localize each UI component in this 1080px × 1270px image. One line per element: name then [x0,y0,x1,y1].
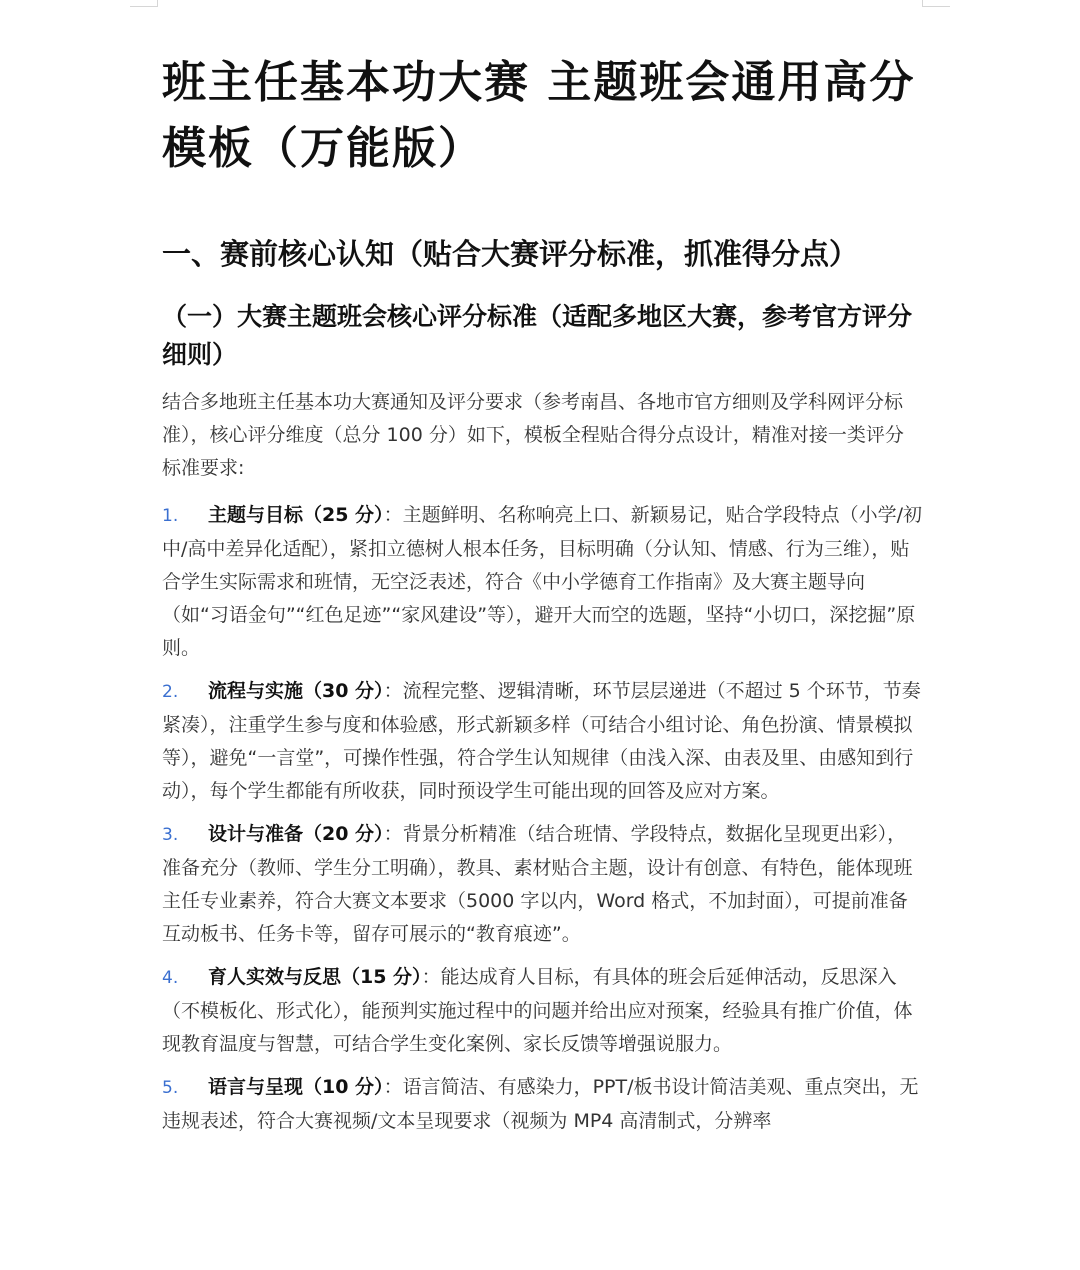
list-item [162,499,922,665]
list-item-text: 流程完整、逻辑清晰，环节层层递进（不超过 5 个环节，节奏紧凑），注重学生参与度和体验感，形式新颖多样（可结合小组讨论、角色扮演、情景模拟等），避免“一言堂”，可操作性强，符合学生认知规律（由浅入深、由表及里、由感知到行动），每个学生都能有所收获，同时预设学生可能出现的回答及应对方案。 [162,680,921,802]
list-item [162,1071,922,1138]
list-item-text: 背景分析精准（结合班情、学段特点，数据化呈现更出彩），准备充分（教师、学生分工明确），教具、素材贴合主题，设计有创意、有特色，能体现班主任专业素养，符合大赛文本要求（5000 字以内，Word 格式，不加封面），可提前准备互动板书、任务卡等，留存可展示的“教育痕迹”。 [162,823,913,945]
section-heading: 一、赛前核心认知（贴合大赛评分标准，抓准得分点） [162,237,859,271]
crop-mark-top-left [130,6,158,7]
list-item [162,961,922,1061]
list-item-separator: ： [383,1076,403,1098]
list-item-text: 语言简洁、有感染力，PPT/板书设计简洁美观、重点突出，无违规表述，符合大赛视频/文本呈现要求（视频为 MP4 高清制式，分辨率 [162,1076,919,1132]
list-item-title: 育人实效与反思（15 分） [208,966,422,988]
document-title: 班主任基本功大赛 主题班会通用高分模板（万能版） [162,57,916,174]
list-item-separator: ： [421,966,441,988]
list-item-title: 流程与实施（30 分） [208,680,384,702]
list-item-title: 设计与准备（20 分） [208,823,384,845]
crop-mark-top-right-vertical [922,0,923,6]
list-item-separator: ： [383,680,403,702]
list-item-number: 3. [162,825,179,845]
list-item-text: 主题鲜明、名称响亮上口、新颖易记，贴合学段特点（小学/初中/高中差异化适配），紧扣立德树人根本任务，目标明确（分认知、情感、行为三维），贴合学生实际需求和班情，无空泛表述，符合《中小学德育工作指南》及大赛主题导向（如“习语金句”“红色足迹”“家风建设”等），避开大而空的选题，坚持“小切口，深挖掘”原则。 [162,504,922,659]
document-content [162,50,922,1148]
intro-paragraph: 结合多地班主任基本功大赛通知及评分要求（参考南昌、各地市官方细则及学科网评分标准），核心评分维度（总分 100 分）如下，模板全程贴合得分点设计，精准对接一类评分标准要求: [162,391,904,479]
list-item-separator: ： [383,504,403,526]
criteria-list [162,499,922,1138]
list-item [162,675,922,808]
crop-mark-top-right [922,6,950,7]
list-item-separator: ： [383,823,403,845]
list-item-number: 2. [162,682,179,702]
subsection-heading: （一）大赛主题班会核心评分标准（适配多地区大赛，参考官方评分细则） [162,302,913,369]
list-item-number: 1. [162,506,179,526]
list-item-title: 主题与目标（25 分） [208,504,384,526]
list-item [162,818,922,951]
list-item-title: 语言与呈现（10 分） [208,1076,384,1098]
crop-mark-top-left-vertical [157,0,158,6]
list-item-number: 4. [162,968,179,988]
list-item-number: 5. [162,1078,179,1098]
list-item-text: 能达成育人目标，有具体的班会后延伸活动，反思深入（不模板化、形式化），能预判实施过程中的问题并给出应对预案，经验具有推广价值，体现教育温度与智慧，可结合学生变化案例、家长反馈等增强说服力。 [162,966,913,1055]
